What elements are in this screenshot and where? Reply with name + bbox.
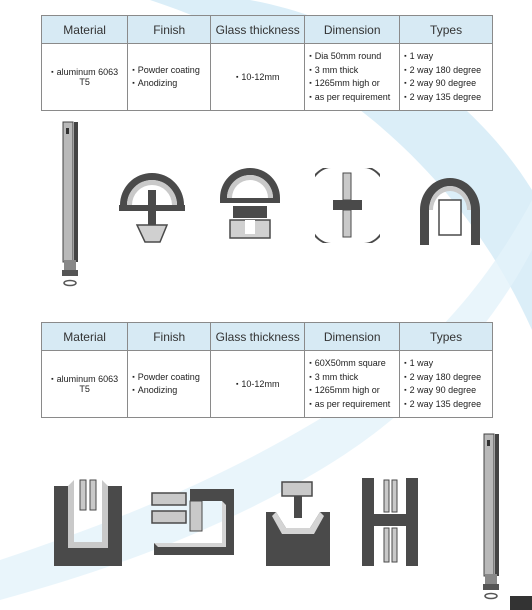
material-value: ▪ aluminum 6063 T5 [51, 67, 118, 87]
glass-thickness-cell [211, 351, 305, 418]
square-profile-90deg-icon [150, 487, 238, 562]
dimension-item: ▪ as per requirement [309, 398, 395, 412]
finish-cell [128, 351, 211, 418]
glass-thickness-cell [211, 44, 305, 111]
material-cell [42, 351, 128, 418]
header-glass-thickness: Glass thickness [211, 323, 305, 351]
dimension-cell [305, 351, 400, 418]
glass-thickness-value: ▪ 10-12mm [236, 379, 280, 389]
square-profile-single-icon [262, 478, 334, 568]
round-profile-single-icon [415, 160, 485, 250]
header-dimension: Dimension [305, 16, 400, 44]
types-cell [400, 351, 493, 418]
round-profile-1way-icon [115, 160, 190, 250]
square-post-icon [476, 430, 506, 602]
finish-item: ▪ Powder coating [132, 64, 206, 78]
header-finish: Finish [128, 323, 211, 351]
spec-header-row [42, 323, 493, 351]
dimension-item: ▪ 3 mm thick [309, 64, 395, 78]
types-item: ▪ 2 way 135 degree [404, 398, 488, 412]
header-material: Material [42, 323, 128, 351]
finish-item: ▪ Anodizing [132, 77, 206, 91]
dimension-item: ▪ 1265mm high or [309, 384, 395, 398]
spec-value-row [42, 44, 493, 111]
types-item: ▪ 2 way 90 degree [404, 384, 488, 398]
spec-table-round [41, 15, 493, 111]
material-cell [42, 44, 128, 111]
types-item: ▪ 2 way 180 degree [404, 371, 488, 385]
header-glass-thickness: Glass thickness [211, 16, 305, 44]
page-corner-tab [510, 596, 532, 610]
header-material: Material [42, 16, 128, 44]
types-cell [400, 44, 493, 111]
spec-table-square [41, 322, 493, 418]
glass-thickness-value: ▪ 10-12mm [236, 72, 280, 82]
types-item: ▪ 1 way [404, 50, 488, 64]
dimension-item: ▪ 60X50mm square [309, 357, 395, 371]
dimension-item: ▪ Dia 50mm round [309, 50, 395, 64]
material-value: ▪ aluminum 6063 T5 [51, 374, 118, 394]
square-profile-1way-icon [52, 478, 124, 570]
header-dimension: Dimension [305, 323, 400, 351]
round-profile-180deg-icon [315, 158, 380, 253]
finish-item: ▪ Powder coating [132, 371, 206, 385]
header-types: Types [400, 16, 493, 44]
finish-cell [128, 44, 211, 111]
round-post-icon [55, 120, 85, 290]
types-item: ▪ 2 way 180 degree [404, 64, 488, 78]
dimension-item: ▪ 3 mm thick [309, 371, 395, 385]
round-profile-90deg-icon [215, 158, 285, 248]
types-item: ▪ 2 way 90 degree [404, 77, 488, 91]
dimension-cell [305, 44, 400, 111]
square-profile-180deg-icon [360, 474, 420, 570]
types-item: ▪ 1 way [404, 357, 488, 371]
types-item: ▪ 2 way 135 degree [404, 91, 488, 105]
header-finish: Finish [128, 16, 211, 44]
header-types: Types [400, 323, 493, 351]
spec-value-row [42, 351, 493, 418]
dimension-item: ▪ as per requirement [309, 91, 395, 105]
finish-item: ▪ Anodizing [132, 384, 206, 398]
dimension-item: ▪ 1265mm high or [309, 77, 395, 91]
spec-header-row [42, 16, 493, 44]
